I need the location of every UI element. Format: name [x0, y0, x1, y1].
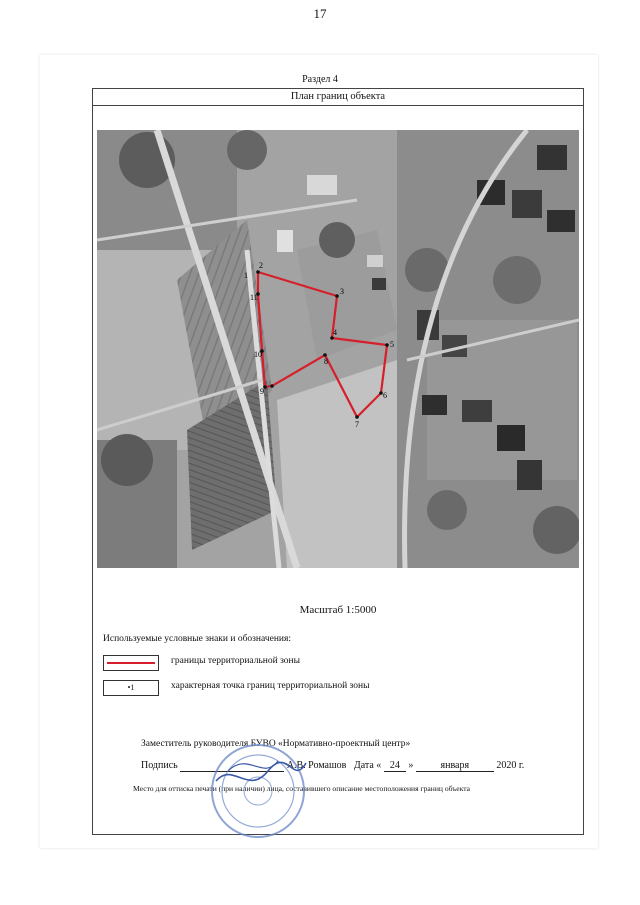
scale-label: Масштаб 1:5000 — [299, 604, 377, 616]
point-label-4: 4 — [333, 328, 337, 337]
point-label-2: 2 — [259, 261, 263, 270]
point-label-6: 6 — [383, 391, 387, 400]
stamp-place-note: Место для оттиска печати (при наличии) лица, составившего описание местоположения границ объекта — [133, 784, 471, 793]
signer-position: Заместитель руководителя БУВО «Нормативно-проектный центр» — [141, 739, 411, 749]
legend-title: Используемые условные знаки и обозначения: — [103, 634, 292, 644]
legend-line-swatch — [103, 655, 159, 671]
map-drawing — [97, 130, 579, 568]
plan-title: План границ объекта — [93, 89, 583, 106]
point-label-11: 11 — [250, 293, 258, 302]
date-day: 24 — [384, 760, 406, 772]
point-label-5: 5 — [390, 340, 394, 349]
date-label: Дата « — [353, 760, 382, 771]
page-number: 17 — [313, 6, 327, 21]
legend-point-swatch — [103, 680, 159, 696]
point-label-8: 8 — [324, 357, 328, 366]
legend-item-boundary: границы территориальной зоны — [171, 656, 301, 666]
point-label-7: 7 — [355, 420, 359, 429]
plan-frame — [92, 88, 584, 835]
point-label-10: 10 — [254, 350, 262, 359]
date-day-close: » — [408, 760, 414, 771]
red-boundary-line-icon — [107, 662, 155, 664]
legend-item-point: характерная точка границ территориальной зоны — [171, 681, 370, 691]
point-symbol: •1 — [127, 683, 135, 692]
aerial-map — [97, 130, 579, 568]
section-title: Раздел 4 — [302, 74, 338, 85]
point-label-9: 9 — [260, 387, 264, 396]
signer-name: А.В. Ромашов — [286, 760, 347, 771]
signature-row — [141, 760, 524, 772]
official-stamp-icon — [208, 741, 308, 841]
signature-label: Подпись — [141, 760, 178, 771]
date-year: 2020 г. — [496, 760, 525, 771]
point-label-1: 1 — [244, 271, 248, 280]
point-label-3: 3 — [340, 287, 344, 296]
date-month: января — [416, 760, 494, 772]
